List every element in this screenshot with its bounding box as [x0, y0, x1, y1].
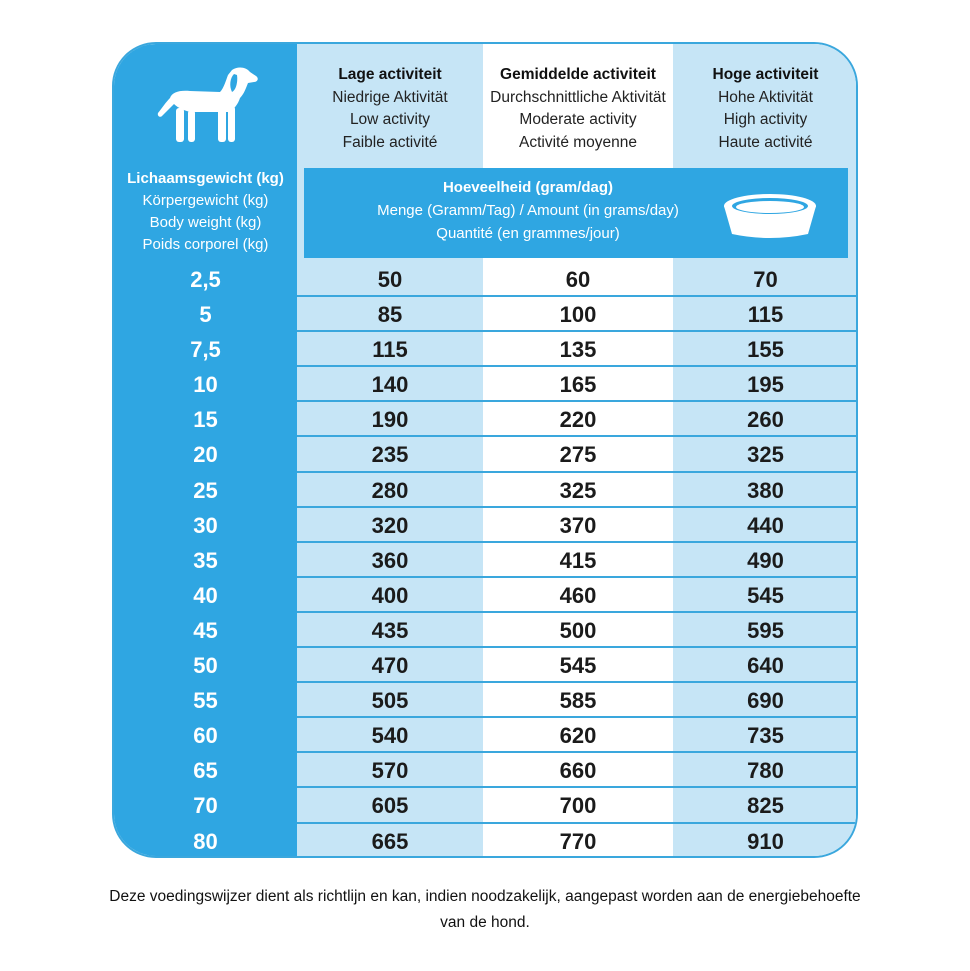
weight-cell: 70: [193, 793, 218, 819]
low-activity-cell: 540: [371, 723, 409, 749]
low-activity-cell: 400: [371, 582, 409, 608]
weight-header: [114, 168, 297, 256]
high-activity-cell: 155: [747, 337, 784, 363]
weight-cell: 35: [193, 547, 218, 573]
feeding-table: [112, 42, 858, 858]
moderate-activity-cell: 60: [565, 267, 591, 292]
amount-header-nl: Hoeveelheid (gram/dag): [442, 179, 614, 196]
table-row: [114, 613, 856, 648]
weight-cell: 7,5: [190, 337, 221, 363]
table-row: [114, 367, 856, 402]
moderate-activity-cell: 500: [559, 617, 597, 643]
moderate-activity-cell: 220: [559, 407, 597, 433]
high-activity-cell: 115: [747, 302, 784, 328]
low-header-en: Low activity: [349, 111, 431, 128]
high-activity-cell: 490: [747, 547, 784, 573]
table-row: [114, 578, 856, 613]
weight-cell: 40: [193, 582, 218, 608]
moderate-header-de: Durchschnittliche Aktivität: [490, 88, 666, 106]
moderate-activity-cell: 660: [559, 758, 597, 784]
weight-cell: 50: [193, 653, 218, 679]
low-header-nl: Lage activiteit: [338, 66, 442, 83]
table-row: [114, 262, 856, 297]
weight-cell: 25: [193, 477, 218, 503]
moderate-activity-header: [483, 64, 673, 154]
low-activity-cell: 50: [377, 267, 403, 292]
table-row: [114, 753, 856, 788]
table-row: [114, 473, 856, 508]
high-header-en: High activity: [723, 111, 808, 128]
moderate-activity-cell: 325: [559, 477, 597, 503]
moderate-activity-cell: 585: [559, 688, 597, 714]
high-activity-cell: 595: [747, 617, 784, 643]
weight-cell: 15: [193, 407, 218, 433]
amount-header-text: [304, 176, 752, 245]
weight-header-en: Body weight (kg): [149, 214, 262, 231]
low-activity-cell: 115: [372, 337, 408, 363]
high-activity-cell: 690: [747, 688, 784, 714]
low-activity-cell: 665: [371, 828, 409, 854]
weight-cell: 55: [193, 688, 218, 714]
high-activity-cell: 440: [747, 512, 784, 538]
moderate-activity-cell: 275: [559, 442, 597, 468]
weight-cell: 80: [193, 828, 218, 854]
amount-header-de-en: Menge (Gramm/Tag) / Amount (in grams/day): [377, 202, 679, 219]
low-activity-cell: 320: [371, 512, 409, 538]
high-activity-cell: 260: [747, 407, 784, 433]
low-activity-cell: 470: [371, 653, 409, 679]
low-header-fr: Faible activité: [342, 133, 438, 151]
low-activity-cell: 85: [377, 302, 403, 328]
table-row: [114, 718, 856, 753]
amount-header-fr: Quantité (en grammes/jour): [436, 225, 620, 242]
moderate-activity-cell: 100: [559, 302, 597, 328]
moderate-activity-cell: 370: [559, 512, 597, 538]
moderate-activity-cell: 460: [559, 582, 597, 608]
low-header-de: Niedrige Aktivität: [332, 88, 448, 106]
high-header-nl: Hoge activiteit: [712, 66, 819, 83]
food-bowl-icon: [718, 188, 822, 240]
weight-cell: 30: [193, 512, 218, 538]
low-activity-cell: 280: [371, 477, 409, 503]
weight-cell: 2,5: [190, 267, 221, 292]
weight-header-de: Körpergewicht (kg): [142, 192, 269, 209]
moderate-activity-cell: 135: [559, 337, 597, 363]
high-activity-cell: 380: [747, 477, 784, 503]
low-activity-header: [297, 64, 483, 154]
low-activity-cell: 190: [371, 407, 409, 433]
moderate-activity-cell: 415: [559, 547, 597, 573]
high-activity-header: [673, 64, 858, 154]
weight-cell: 10: [193, 372, 218, 398]
high-activity-cell: 735: [747, 723, 784, 749]
high-activity-cell: 640: [747, 653, 784, 679]
table-row: [114, 508, 856, 543]
high-activity-cell: 325: [747, 442, 784, 468]
table-body: [114, 262, 856, 858]
weight-cell: 60: [193, 723, 218, 749]
table-row: [114, 543, 856, 578]
weight-header-fr: Poids corporel (kg): [142, 236, 269, 253]
weight-cell: 45: [193, 617, 218, 643]
dog-icon: [154, 64, 264, 148]
high-activity-cell: 545: [747, 582, 784, 608]
amount-header: [304, 168, 848, 258]
moderate-header-nl: Gemiddelde activiteit: [500, 66, 656, 83]
footnote: Deze voedingswijzer dient als richtlijn en kan, indien noodzakelijk, aangepast worden aan de energiebehoefte van de hond.: [109, 888, 861, 931]
moderate-header-en: Moderate activity: [519, 111, 637, 128]
high-activity-cell: 825: [747, 793, 784, 819]
moderate-header-fr: Activité moyenne: [518, 133, 638, 151]
high-activity-cell: 195: [747, 372, 784, 398]
weight-cell: 5: [199, 302, 212, 328]
moderate-activity-cell: 700: [559, 793, 597, 819]
low-activity-cell: 360: [371, 547, 409, 573]
table-row: [114, 788, 856, 823]
weight-header-nl: Lichaamsgewicht (kg): [127, 170, 284, 187]
weight-cell: 20: [193, 442, 218, 468]
moderate-activity-cell: 545: [559, 653, 597, 679]
table-row: [114, 437, 856, 472]
low-activity-cell: 570: [371, 758, 409, 784]
low-activity-cell: 140: [371, 372, 409, 398]
table-row: [114, 683, 856, 718]
moderate-activity-cell: 620: [559, 723, 597, 749]
weight-cell: 65: [193, 758, 218, 784]
high-activity-cell: 70: [753, 267, 778, 292]
table-row: [114, 648, 856, 683]
table-row: [114, 297, 856, 332]
high-header-de: Hohe Aktivität: [718, 88, 813, 106]
low-activity-cell: 505: [371, 688, 409, 714]
table-row: [114, 824, 856, 859]
low-activity-cell: 605: [371, 793, 409, 819]
moderate-activity-cell: 165: [559, 372, 597, 398]
moderate-activity-cell: 770: [559, 828, 597, 854]
high-activity-cell: 910: [747, 828, 784, 854]
table-row: [114, 402, 856, 437]
table-row: [114, 332, 856, 367]
low-activity-cell: 435: [371, 617, 409, 643]
low-activity-cell: 235: [371, 442, 409, 468]
high-header-fr: Haute activité: [718, 133, 813, 151]
high-activity-cell: 780: [747, 758, 784, 784]
